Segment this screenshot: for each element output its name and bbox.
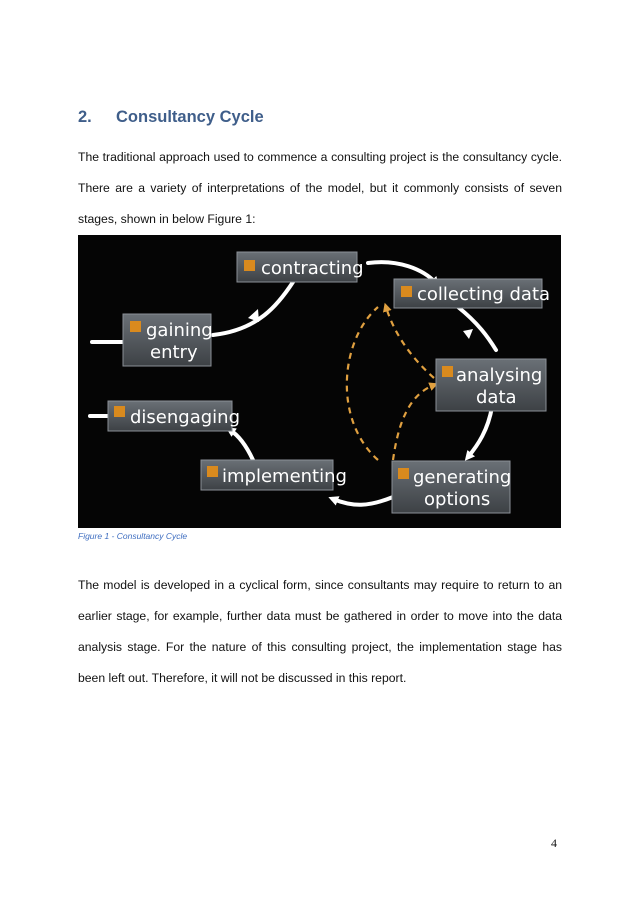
stage-disengaging bbox=[108, 401, 240, 431]
figure-caption: Figure 1 - Consultancy Cycle bbox=[78, 531, 188, 541]
head-entry-contracting bbox=[248, 309, 259, 322]
cycle-diagram bbox=[78, 235, 561, 528]
dashed-generating-to-analysing bbox=[393, 385, 434, 460]
stage-label: gaining bbox=[146, 320, 213, 341]
stage-label: collecting data bbox=[417, 284, 551, 305]
arrow-collecting-to-analysing bbox=[458, 307, 496, 350]
arrow-heads bbox=[248, 309, 473, 339]
section-title: Consultancy Cycle bbox=[116, 108, 264, 126]
stage-label-line2: data bbox=[476, 387, 517, 408]
arrow-generating-to-implementing bbox=[333, 497, 393, 505]
stage-label-line2: options bbox=[424, 489, 491, 510]
head-collecting-analysing bbox=[463, 329, 473, 339]
feedback-arrows bbox=[347, 307, 434, 460]
stage-icon bbox=[114, 406, 125, 417]
stage-label: generating bbox=[413, 467, 512, 488]
dashed-generating-to-collecting-outer bbox=[347, 307, 378, 460]
stage-label: implementing bbox=[222, 466, 347, 487]
stage-label-line2: entry bbox=[150, 342, 198, 363]
stage-icon bbox=[244, 260, 255, 271]
page-number: 4 bbox=[551, 836, 557, 850]
arrow-entry-to-contracting bbox=[213, 282, 293, 335]
stage-icon bbox=[207, 466, 218, 477]
stage-label: analysing bbox=[456, 365, 543, 386]
stage-icon bbox=[130, 321, 141, 332]
stage-label: contracting bbox=[261, 258, 364, 279]
section-heading bbox=[78, 108, 264, 127]
body-paragraph: The model is developed in a cyclical form, since consultants may require to return to an earlier stage, for example, further data must be gathered in order to move into the data analysis stage. For the nature of this consulting project, the implementation stage has been left out. Therefore, it will not be discussed in this report. bbox=[78, 578, 562, 685]
stage-label: disengaging bbox=[130, 407, 241, 428]
consultancy-cycle-figure bbox=[78, 235, 561, 528]
stage-generating-options bbox=[392, 461, 511, 513]
arrow-implementing-to-disengaging bbox=[230, 430, 253, 460]
stage-gaining-entry bbox=[123, 314, 213, 366]
stage-icon bbox=[398, 468, 409, 479]
section-number: 2. bbox=[78, 108, 92, 126]
stage-icon bbox=[442, 366, 453, 377]
stage-implementing bbox=[201, 460, 347, 490]
stage-icon bbox=[401, 286, 412, 297]
dashed-analysing-to-collecting-inner bbox=[386, 307, 434, 378]
intro-paragraph: The traditional approach used to commence a consulting project is the consultancy cycle. There are a variety of interpretations of the model, but it commonly consists of seven stages, shown in below Figure 1: bbox=[78, 150, 562, 226]
stage-analysing-data bbox=[436, 359, 546, 411]
arrow-analysing-to-generating bbox=[468, 407, 492, 457]
stage-contracting bbox=[237, 252, 364, 282]
stage-collecting-data bbox=[394, 279, 550, 308]
